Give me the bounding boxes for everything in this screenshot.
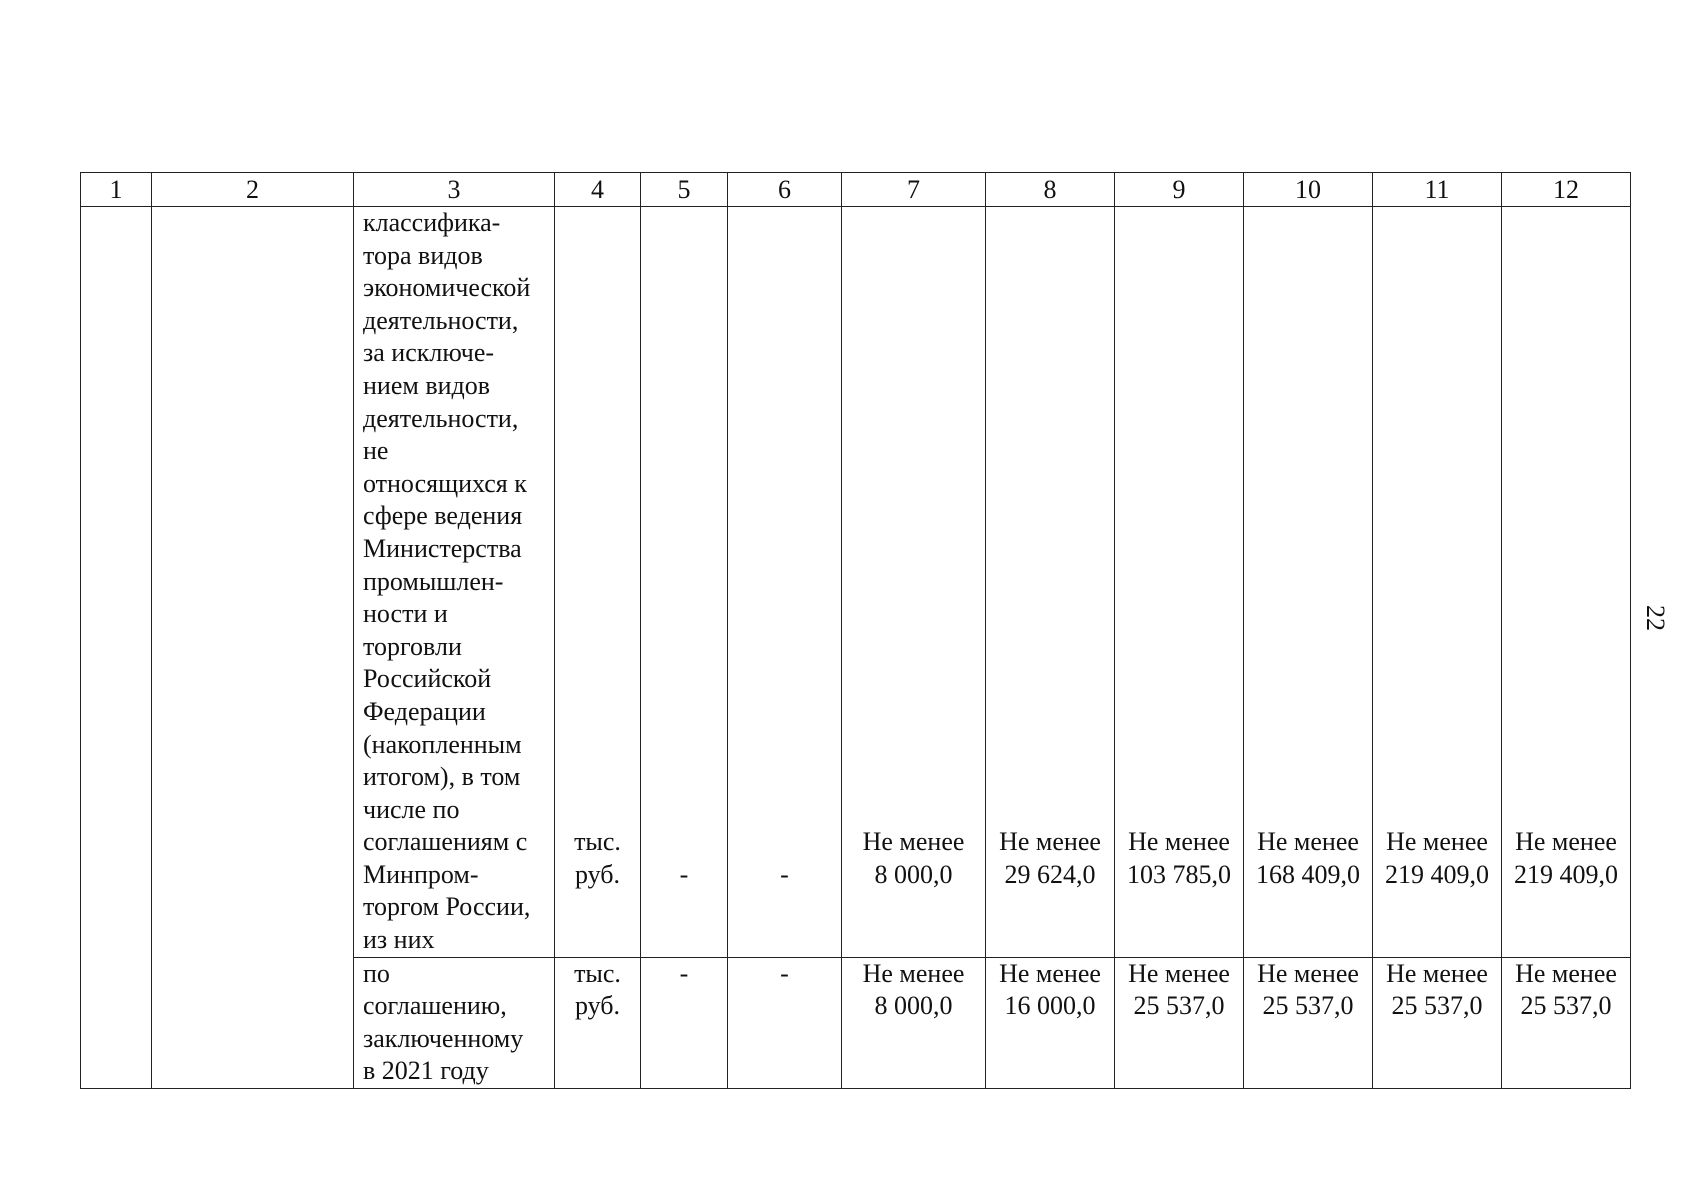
col8-value: Не менее 16 000,0 [986, 957, 1115, 1088]
cell-col6 [728, 207, 842, 958]
cell-col7 [842, 207, 986, 958]
col6-value: - [728, 957, 842, 1088]
col12-value: Не менее 219 409,0 [1514, 827, 1618, 890]
unit-value: тыс. руб. [555, 957, 641, 1088]
header-cell-1: 1 [81, 173, 152, 207]
cell-col2 [152, 207, 354, 1089]
table-header-row [81, 173, 1631, 207]
header-cell-10: 10 [1244, 173, 1373, 207]
header-cell-7: 7 [842, 173, 986, 207]
header-cell-12: 12 [1502, 173, 1631, 207]
col10-value: Не менее 168 409,0 [1256, 827, 1360, 890]
indicators-table [80, 172, 1631, 1089]
cell-col5 [641, 207, 728, 958]
col10-value: Не менее 25 537,0 [1244, 957, 1373, 1088]
header-cell-2: 2 [152, 173, 354, 207]
col6-value: - [780, 860, 789, 890]
cell-col8 [986, 207, 1115, 958]
col9-value: Не менее 103 785,0 [1127, 827, 1231, 890]
header-cell-5: 5 [641, 173, 728, 207]
page-number: 22 [1641, 605, 1670, 631]
col11-value: Не менее 219 409,0 [1385, 827, 1489, 890]
cell-col9 [1115, 207, 1244, 958]
col12-value: Не менее 25 537,0 [1502, 957, 1631, 1088]
col5-value: - [679, 860, 689, 890]
header-cell-11: 11 [1373, 173, 1502, 207]
col5-value: - [641, 957, 728, 1088]
header-cell-8: 8 [986, 173, 1115, 207]
col9-value: Не менее 25 537,0 [1115, 957, 1244, 1088]
unit-cell [555, 207, 641, 958]
indicator-description: по соглашению, заключенному в 2021 году [354, 957, 555, 1088]
col7-value: Не менее 8 000,0 [842, 957, 986, 1088]
header-cell-9: 9 [1115, 173, 1244, 207]
col7-value: Не менее 8 000,0 [862, 827, 965, 890]
header-cell-4: 4 [555, 173, 641, 207]
unit-value: тыс. руб. [574, 827, 621, 890]
cell-col1 [81, 207, 152, 1089]
header-cell-6: 6 [728, 173, 842, 207]
indicator-description: классифика- тора видов экономической деятельности, за исключе- нием видов деятельности, не относящихся к сфере ведения Министерства промышлен- ности и торговли Российской Федерации (накопленным итогом), в том числе по соглашениям с Минпром- торгом России, из них [354, 207, 555, 958]
cell-col10 [1244, 207, 1373, 958]
cell-col11 [1373, 207, 1502, 958]
cell-col12 [1502, 207, 1631, 958]
col8-value: Не менее 29 624,0 [999, 827, 1101, 890]
col11-value: Не менее 25 537,0 [1373, 957, 1502, 1088]
header-cell-3: 3 [354, 173, 555, 207]
table-row [81, 207, 1631, 958]
